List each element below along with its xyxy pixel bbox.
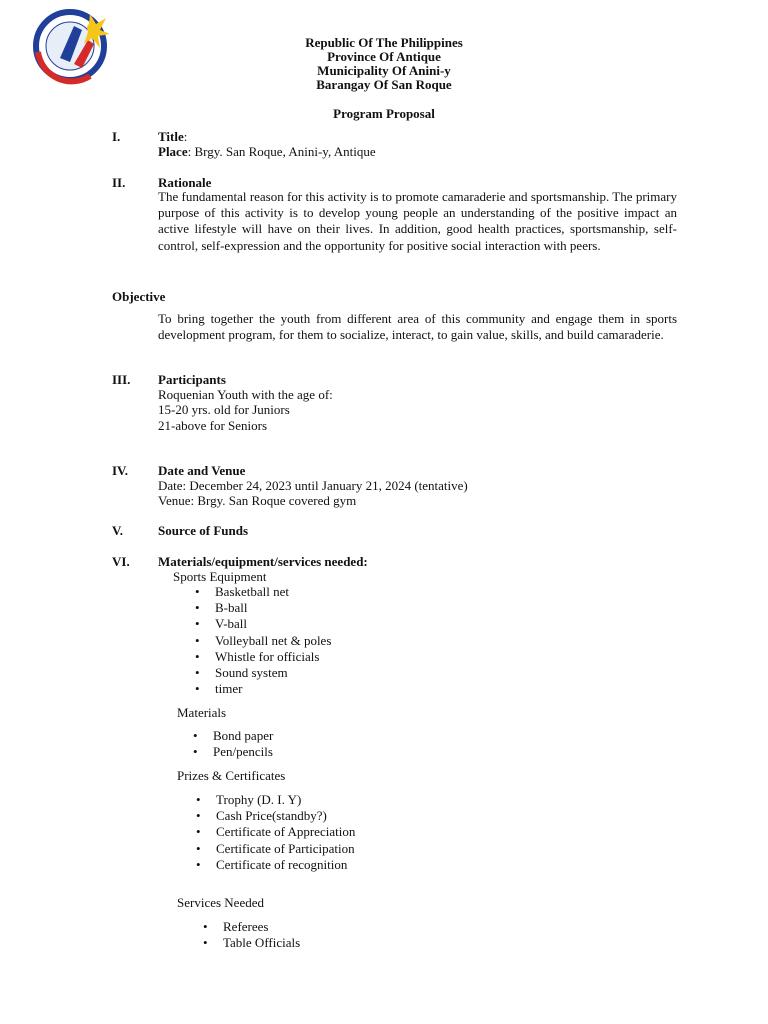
prizes-list (216, 792, 355, 873)
sports-equipment-label: Sports Equipment (173, 569, 267, 584)
document-header (0, 36, 768, 92)
list-item: • Whistle for officials (215, 649, 331, 665)
materials-list (213, 728, 273, 760)
place-label: Place (158, 144, 188, 159)
materials-heading: Materials/equipment/services needed: (158, 554, 368, 569)
section-title-line (158, 129, 187, 145)
list-item: • Cash Price(standby?) (216, 808, 355, 824)
list-item: • Bond paper (213, 728, 273, 744)
title-colon: : (183, 129, 188, 144)
date-line: Date: December 24, 2023 until January 21, 2024 (tentative) (158, 478, 468, 493)
participants-line-1: Roquenian Youth with the age of: (158, 387, 333, 402)
objective-heading: Objective (112, 289, 166, 304)
services-label: Services Needed (177, 895, 264, 910)
services-list (223, 919, 300, 951)
section-number-rationale: II. (112, 175, 126, 190)
participants-heading: Participants (158, 372, 226, 387)
venue-line: Venue: Brgy. San Roque covered gym (158, 493, 357, 508)
header-line-country: Republic Of The Philippines (305, 35, 463, 50)
date-venue-heading: Date and Venue (158, 463, 246, 478)
place-line (158, 144, 376, 160)
list-item: • Certificate of recognition (216, 857, 355, 873)
place-value: : Brgy. San Roque, Anini-y, Antique (187, 144, 376, 159)
list-item: • Basketball net (215, 584, 331, 600)
list-item: • V-ball (215, 616, 331, 632)
list-item: • timer (215, 681, 331, 697)
sports-equipment-list (215, 584, 331, 697)
prizes-label: Prizes & Certificates (177, 768, 286, 783)
title-label: Title (158, 129, 184, 144)
section-number-materials: VI. (112, 554, 130, 569)
objective-text: To bring together the youth from different area of this community and engage them in sports development program, for them to socialize, interact, to gain value, skills, and build camaraderie. (158, 311, 677, 343)
materials-label: Materials (177, 705, 227, 720)
section-number-participants: III. (112, 372, 131, 387)
list-item: • Pen/pencils (213, 744, 273, 760)
header-line-province: Province Of Antique (327, 49, 441, 64)
list-item: • Certificate of Participation (216, 841, 355, 857)
funds-heading: Source of Funds (158, 523, 249, 538)
list-item: • Trophy (D. I. Y) (216, 792, 355, 808)
header-line-municipality: Municipality Of Anini-y (317, 63, 451, 78)
header-line-barangay: Barangay Of San Roque (316, 77, 452, 92)
document-title: Program Proposal (333, 106, 435, 121)
list-item: • Table Officials (223, 935, 300, 951)
list-item: • B-ball (215, 600, 331, 616)
rationale-text: The fundamental reason for this activity is to promote camaraderie and sportsmanship. The primary purpose of this activity is to develop young people an understanding of the positive impact an active lifestyle will have on their lives. In addition, good health practices, sportsmanship, self-control, self-expression and the opportunity for positive social interaction with peers. (158, 189, 677, 253)
list-item: • Certificate of Appreciation (216, 824, 355, 840)
section-number-funds: V. (112, 523, 123, 538)
participants-line-3: 21-above for Seniors (158, 418, 268, 433)
list-item: • Sound system (215, 665, 331, 681)
list-item: • Volleyball net & poles (215, 633, 331, 649)
section-number-title: I. (112, 129, 121, 144)
list-item: • Referees (223, 919, 300, 935)
rationale-heading: Rationale (158, 175, 212, 190)
participants-line-2: 15-20 yrs. old for Juniors (158, 402, 290, 417)
section-number-date-venue: IV. (112, 463, 129, 478)
